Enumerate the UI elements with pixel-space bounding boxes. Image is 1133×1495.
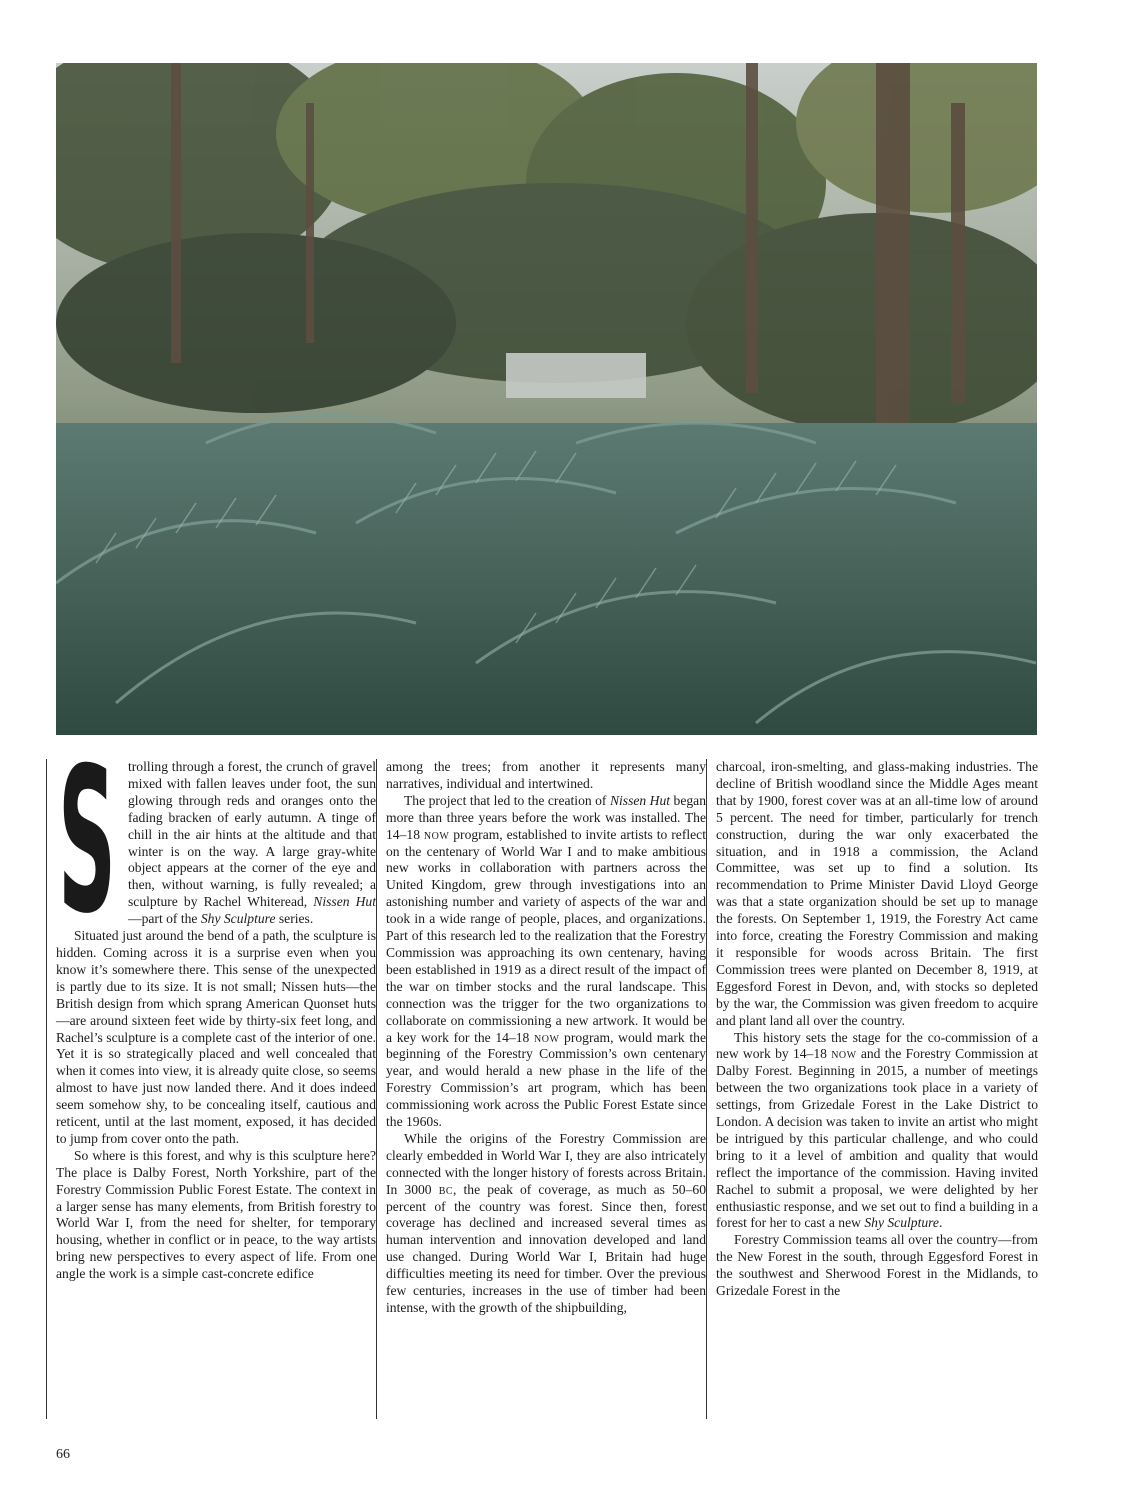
forest-photo (56, 63, 1037, 735)
paragraph: charcoal, iron-smelting, and glass-making industries. The decline of British woodland since the Middle Ages meant that by 1900, forest cover was at an all-time low of around 5 percent. The need for timber, particularly for trench construction, during the war only exacerbated the situation, and in 1918 a commission, the Acland Committee, was set up to find a solution. Its recommendation to Prime Minister David Lloyd George was that a state organization should be set up to manage the forests. On September 1, 1919, the Forestry Act came into force, creating the Forestry Commission and making it responsible for woods across Britain. The first Commission trees were planted on December 8, 1919, at Eggesford Forest in Devon, and, with stocks so depleted by the war, the Commission was given freedom to acquire and plant land all over the country. (716, 759, 1038, 1028)
drop-cap-letter: S (58, 760, 116, 920)
drop-cap (56, 760, 118, 920)
paragraph: among the trees; from another it represents many narratives, individual and intertwined. (386, 759, 706, 791)
paragraph: The project that led to the creation of Nissen Hut began more than three years before the work was installed. The 14–18 now program, established to invite artists to reflect on the centenary of World War I and to make ambitious new works in collaboration with partners across the United Kingdom, grew through investigations into an astonishing number and variety of aspects of the war and took in a wide range of people, places, and organizations. Part of this research led to the realization that the Forestry Commission was approaching its own centenary, having been established in 1919 as a direct result of the impact of the war on timber stocks and the rural landscape. This connection was the trigger for the two organizations to collaborate on commissioning a new artwork. It would be a key work for the 14–18 now program, would mark the beginning of the Forestry Commission’s own centenary year, and would herald a new phase in the life of the Forestry Commission’s art program, which has been commissioning work across the Public Forest Estate since the 1960s. (386, 792, 706, 1130)
page-number: 66 (56, 1447, 70, 1462)
forest-ferns-photo-icon (56, 63, 1037, 735)
column-3 (706, 759, 1038, 1419)
paragraph: While the origins of the Forestry Commission are clearly embedded in World War I, they are also intricately connected with the longer history of forests across Britain. In 3000 bc, the peak of coverage, as much as 50–60 percent of the country was forest. Since then, forest coverage has declined and increased several times as human intervention and innovation developed and land use changed. During World War I, Britain had huge difficulties meeting its need for timber. Over the previous few centuries, increases in the use of timber had been intense, with the growth of the shipbuilding, (386, 1130, 706, 1315)
paragraph: This history sets the stage for the co-commission of a new work by 14–18 now and the Forestry Commission at Dalby Forest. Beginning in 2015, a number of meetings between the two organizations took place in a variety of settings, from Grizedale Forest in the Lake District to London. A decision was taken to invite an artist who might be intrigued by this particular challenge, and who could bring to it a level of ambition and quality that would reflect the importance of the commission. Having invited Rachel to submit a proposal, we were delighted by her enthusiastic response, and we set out to find a building in a forest for her to cast a new Shy Sculpture. (716, 1029, 1038, 1231)
paragraph: trolling through a forest, the crunch of gravel mixed with fallen leaves under foot, the sun glowing through reds and oranges onto the fading bracken of early autumn. A tinge of chill in the air hints at the altitude and that winter is on the way. A large gray-white object appears at the corner of the eye and then, without warning, is fully revealed; a sculpture by Rachel Whiteread, Nissen Hut—part of the Shy Sculpture series. (128, 759, 376, 927)
article-body (46, 759, 1038, 1419)
column-2 (376, 759, 706, 1419)
paragraph: Situated just around the bend of a path, the sculpture is hidden. Coming across it is a surprise even when you know it’s somewhere there. This sense of the unexpected is partly due to its size. It is not small; Nissen huts—the British design from which sprang American Quonset huts—are around sixteen feet wide by thirty-six feet long, and Rachel’s sculpture is a complete cast of the interior of one. Yet it is so strategically placed and well concealed that when it comes into view, it is already quite close, so seems almost to have just now landed there. And it does indeed seem somehow shy, to be concealing itself, cautious and reticent, until at the last moment, exposed, it has decided to jump from cover onto the path. (56, 928, 376, 1146)
paragraph: Forestry Commission teams all over the country—from the New Forest in the south, through Eggesford Forest in the southwest and Sherwood Forest in the Midlands, to Grizedale Forest in the (716, 1232, 1038, 1299)
column-1 (46, 759, 376, 1419)
paragraph: So where is this forest, and why is this sculpture here? The place is Dalby Forest, North Yorkshire, part of the Forestry Commission Public Forest Estate. The context in a larger sense has many elements, from British forestry to World War I, from the need for shelter, for temporary housing, whether in conflict or in peace, to the way artists bring new perspectives to every aspect of life. From one angle the work is a simple cast-concrete edifice (56, 1147, 376, 1282)
